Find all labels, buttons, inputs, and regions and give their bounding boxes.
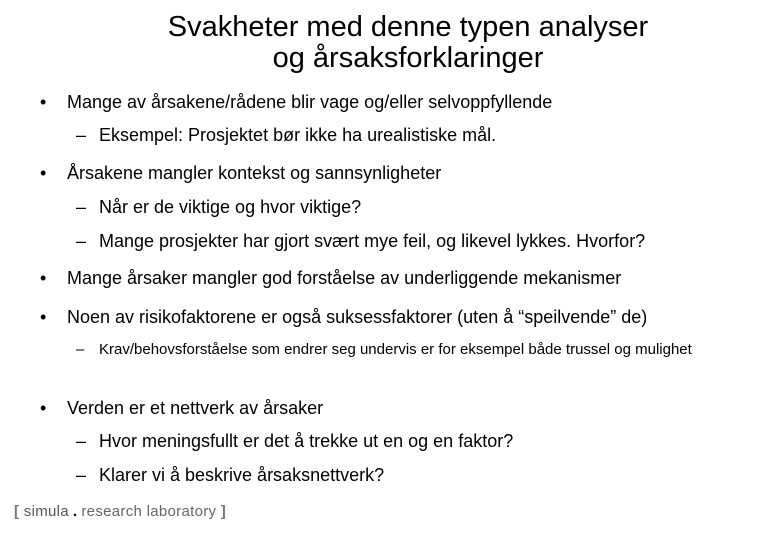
logo-lab-name: research laboratory	[81, 503, 217, 520]
sub-bullet-text: Klarer vi å beskrive årsaksnettverk?	[99, 465, 385, 485]
bullet-dot-icon: •	[40, 307, 47, 327]
logo-org-name: simula	[23, 503, 69, 520]
logo-open-bracket: [	[14, 503, 20, 520]
dash-icon: –	[76, 231, 87, 251]
sub-bullet-text: Krav/behovsforståelse som endrer seg undervis er for eksempel både trussel og mulighet	[99, 341, 692, 358]
bullet-dot-icon: •	[40, 92, 47, 112]
sub-bullet-text: Når er de viktige og hvor viktige?	[99, 197, 362, 217]
simula-logo	[14, 503, 226, 520]
bullet-dot-icon: •	[40, 163, 47, 183]
dash-icon: –	[76, 465, 87, 485]
sub-bullet-text: Eksempel: Prosjektet bør ikke ha urealistiske mål.	[99, 125, 497, 145]
bullet-text: Mange av årsakene/rådene blir vage og/eller selvoppfyllende	[67, 92, 553, 112]
bullet-text: Årsakene mangler kontekst og sannsynligheter	[67, 163, 442, 183]
bullet-text: Noen av risikofaktorene er også suksessfaktorer (uten å “speilvende” de)	[67, 307, 648, 327]
dash-icon: –	[76, 125, 87, 145]
dash-icon: –	[76, 341, 85, 358]
dash-icon: –	[76, 431, 87, 451]
sub-bullet-text: Hvor meningsfullt er det å trekke ut en og en faktor?	[99, 431, 514, 451]
logo-close-bracket: ]	[220, 503, 227, 520]
slide-title-line-1: Svakheter med denne typen analyser	[167, 11, 649, 43]
sub-bullet-text: Mange prosjekter har gjort svært mye feil, og likevel lykkes. Hvorfor?	[99, 231, 646, 251]
dash-icon: –	[76, 197, 87, 217]
bullet-text: Verden er et nettverk av årsaker	[67, 398, 324, 418]
bullet-dot-icon: •	[40, 268, 47, 288]
bullet-dot-icon: •	[40, 398, 47, 418]
slide-title-line-2: og årsaksforklaringer	[272, 42, 544, 74]
bullet-text: Mange årsaker mangler god forståelse av underliggende mekanismer	[67, 268, 622, 288]
logo-dot: .	[72, 503, 78, 520]
